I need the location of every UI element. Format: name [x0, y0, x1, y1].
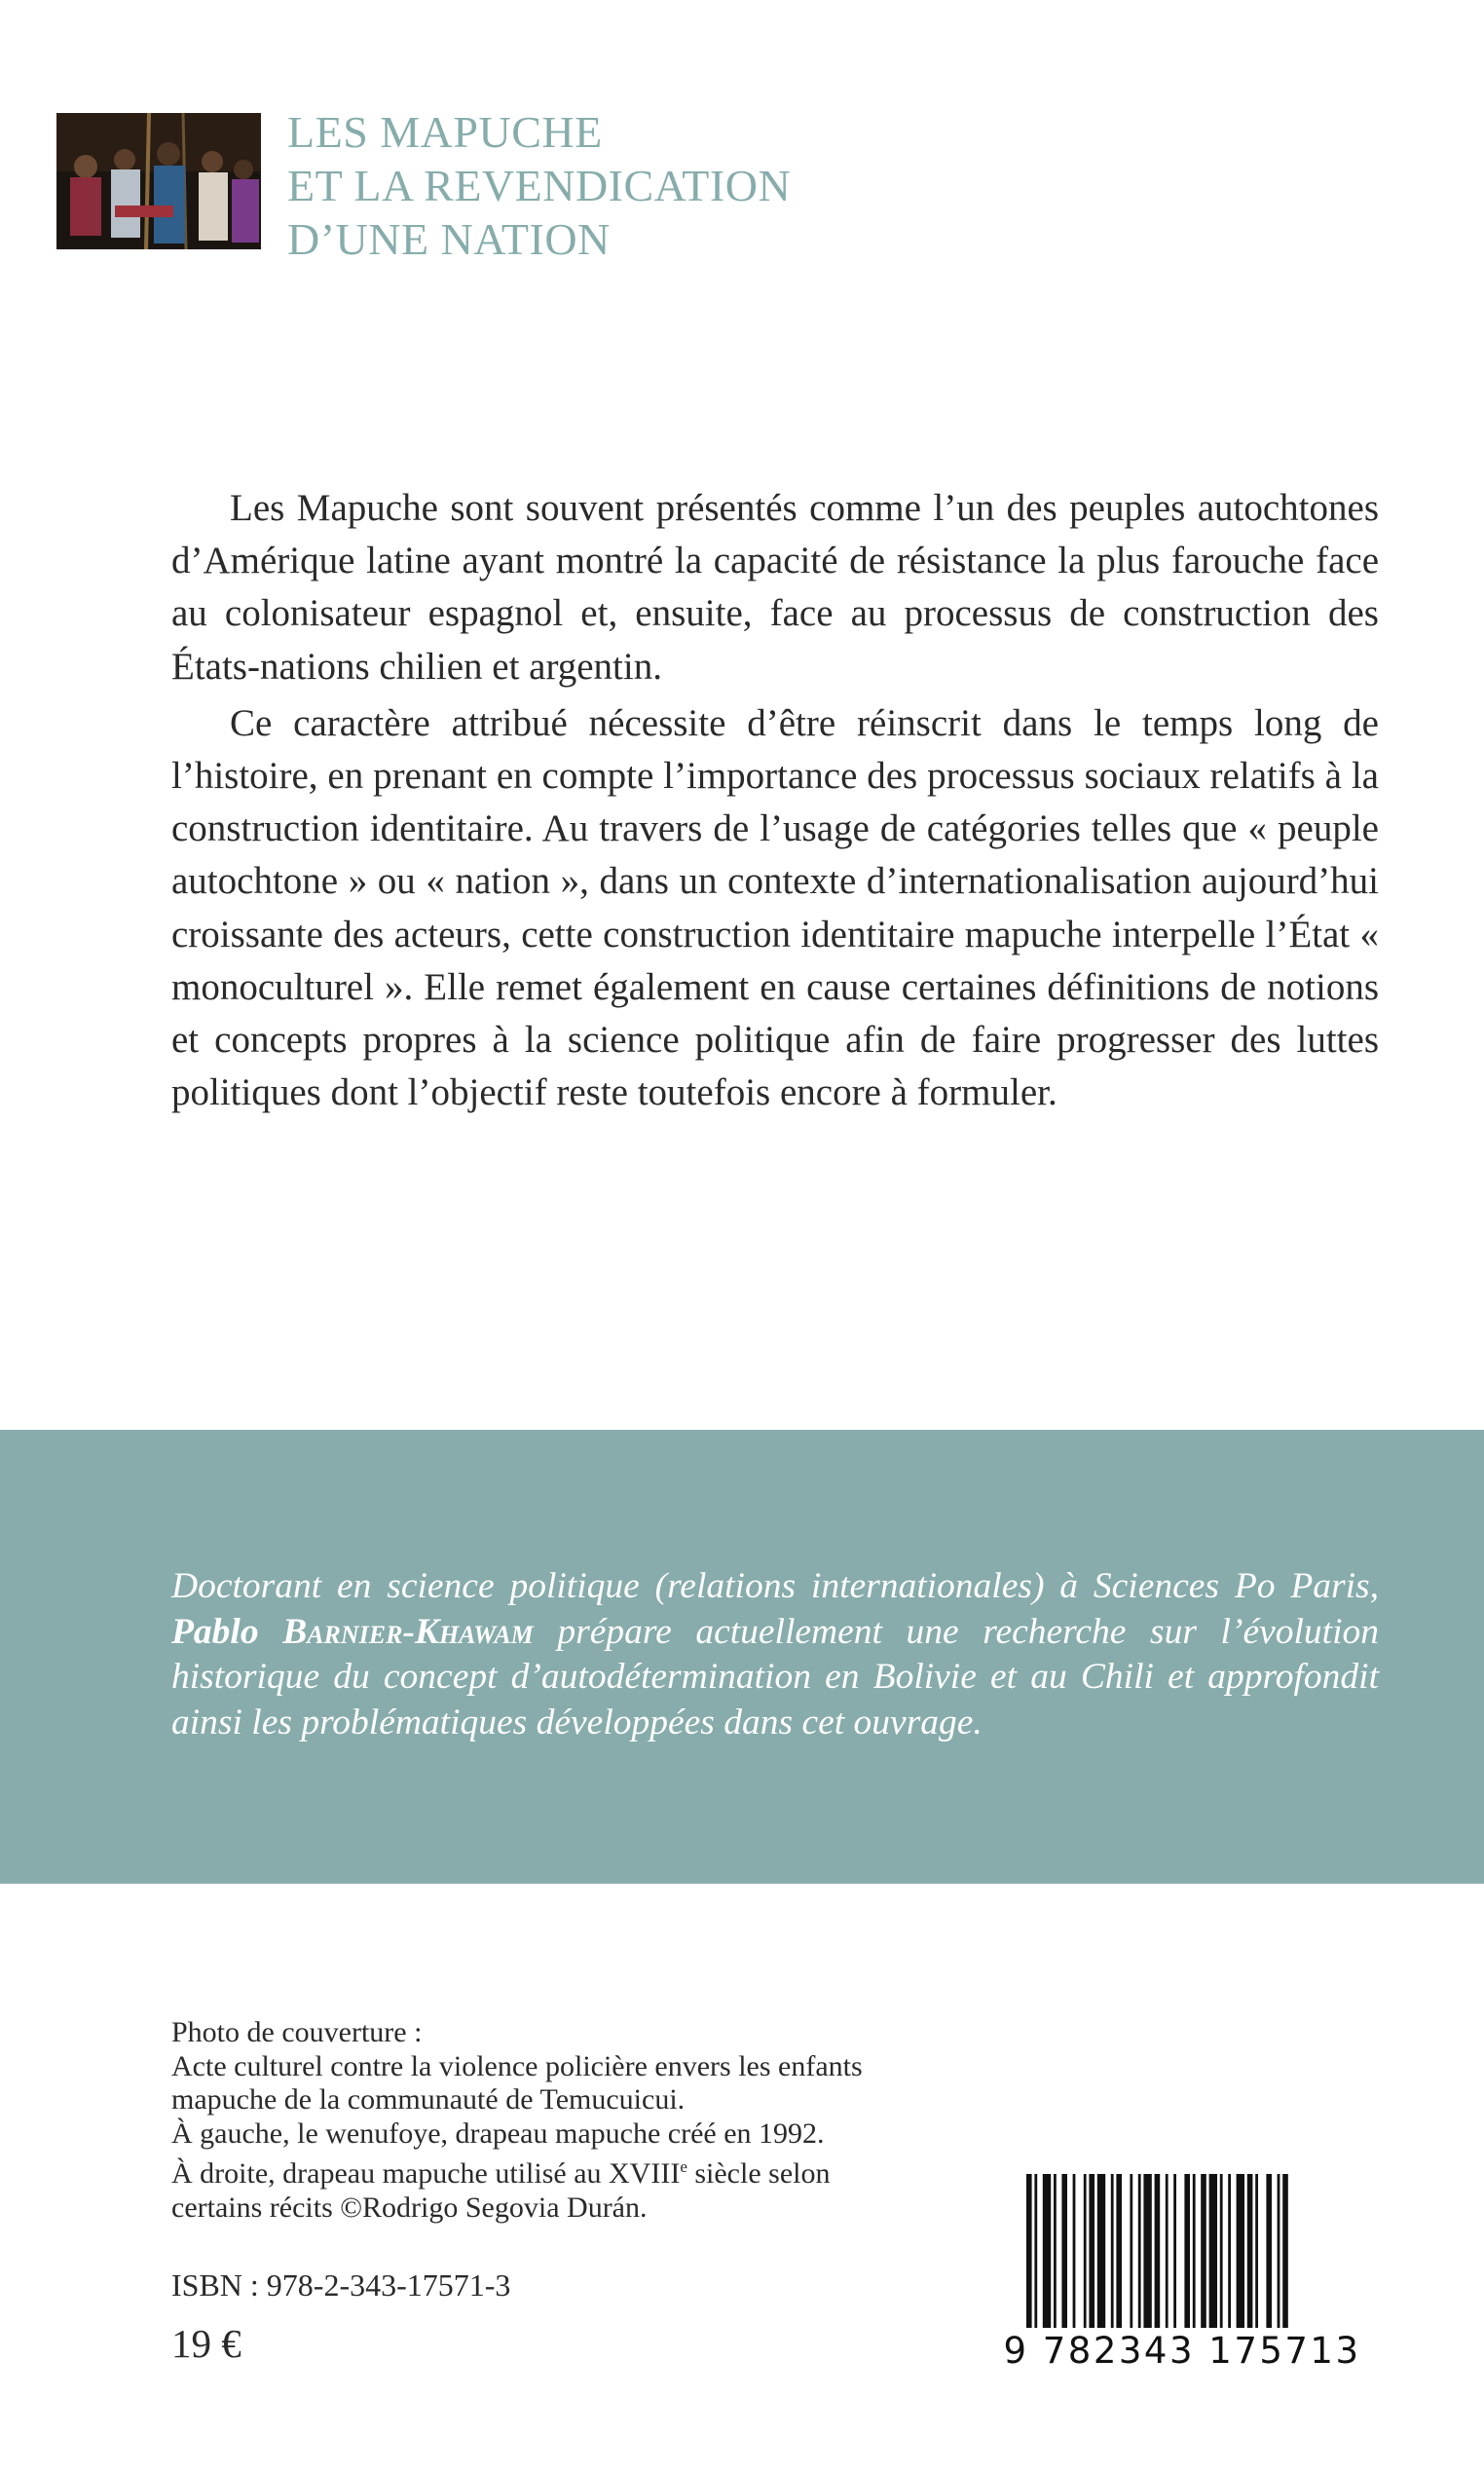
bio-intro: Doctorant en science politique (relations internationales) à Sciences Po Paris, — [171, 1566, 1379, 1606]
barcode-bar — [1111, 2174, 1114, 2328]
barcode-bar — [1116, 2174, 1122, 2328]
title-line-1: LES MAPUCHE — [287, 107, 603, 157]
barcode-bar — [1143, 2174, 1151, 2328]
barcode-bar — [1054, 2174, 1057, 2328]
barcode-bar — [1173, 2174, 1176, 2328]
barcode-bar — [1034, 2174, 1037, 2328]
barcode-bar — [1220, 2174, 1223, 2328]
barcode-bar — [1237, 2174, 1244, 2328]
barcode-bar — [1026, 2174, 1032, 2328]
bio-rest: prépare actuellement une recherche sur l’évolution historique du concept d’autodétermination en Bolivie et au Chili et approfondit ainsi les problématiques développées dans cet ouvrage. — [171, 1611, 1380, 1742]
barcode-bar — [1138, 2174, 1141, 2328]
barcode-bar — [1097, 2174, 1105, 2328]
barcode-bar — [1282, 2174, 1288, 2328]
barcode-bar — [1193, 2174, 1196, 2328]
credits-line-2: Acte culturel contre la violence policière envers les enfants — [171, 2049, 863, 2082]
synopsis-paragraph-2: Ce caractère attribué nécessite d’être réinscrit dans le temps long de l’histoire, en prenant en compte l’importance des processus sociaux relatifs à la construction identitaire. Au travers de l’usage de catégories telles que « peuple autochtone » ou « nation », dans un contexte d’internationalisation aujourd’hui croissante des acteurs, cette construction identitaire mapuche interpelle l’État « monoculturel ». Elle remet également en cause certaines définitions de notions et concepts propres à la science politique afin de faire progresser des luttes politiques dont l’objectif reste toutefois encore à formuler. — [171, 701, 1379, 1114]
title-line-3: D’UNE NATION — [287, 214, 611, 264]
barcode-bar — [1209, 2174, 1217, 2328]
credits-line-5-sup: e — [680, 2157, 687, 2177]
author-bio — [171, 1564, 1379, 1745]
barcode-bar — [1184, 2174, 1190, 2328]
barcode-bar — [1043, 2174, 1051, 2328]
author-last-name: Barnier-Khawam — [282, 1611, 534, 1652]
isbn: ISBN : 978-2-343-17571-3 — [171, 2267, 511, 2303]
barcode-bar — [1130, 2174, 1132, 2328]
barcode — [987, 2166, 1377, 2371]
barcode-bar — [1061, 2174, 1067, 2328]
barcode-bar — [1089, 2174, 1094, 2328]
barcode-bar — [1228, 2174, 1231, 2328]
synopsis-paragraph-1: Les Mapuche sont souvent présentés comme l’un des peuples autochtones d’Amérique latine ayant montré la capacité de résistance la plus farouche face au colonisateur espagnol et, ensuite, face au processus de construction des États-nations chilien et argentin. — [171, 487, 1379, 688]
credits-line-5 — [171, 2151, 950, 2191]
barcode-digits: 9 782343 175713 — [1003, 2330, 1361, 2372]
barcode-bar — [1073, 2174, 1076, 2328]
book-title — [287, 105, 791, 266]
credits-line-6: certains récits ©Rodrigo Segovia Durán. — [171, 2191, 648, 2224]
barcode-bar — [1278, 2174, 1280, 2328]
barcode-bars-icon — [1026, 2174, 1342, 2328]
credits-line-3: mapuche de la communauté de Temucuicui. — [171, 2083, 686, 2116]
barcode-bar — [1166, 2174, 1169, 2328]
photo-credits — [171, 2016, 950, 2226]
barcode-bar — [1155, 2174, 1161, 2328]
price: 19 € — [171, 2321, 241, 2366]
barcode-bar — [1266, 2174, 1272, 2328]
barcode-bar — [1084, 2174, 1087, 2328]
photo-illustration — [56, 113, 261, 249]
barcode-bar — [1255, 2174, 1258, 2328]
barcode-bar — [1247, 2174, 1253, 2328]
author-name — [171, 1612, 534, 1652]
synopsis — [171, 482, 1379, 1123]
barcode-bar — [1201, 2174, 1206, 2328]
title-line-2: ET LA REVENDICATION — [287, 161, 792, 210]
cover-photo-thumbnail — [56, 113, 261, 249]
credits-line-4: À gauche, le wenufoye, drapeau mapuche créé en 1992. — [171, 2116, 825, 2150]
credits-line-5-end: siècle selon — [686, 2157, 831, 2191]
author-first-name: Pablo — [171, 1611, 283, 1652]
credits-line-5-start: À droite, drapeau mapuche utilisé au XVIII — [171, 2157, 681, 2191]
credits-line-1: Photo de couverture : — [171, 2016, 423, 2048]
